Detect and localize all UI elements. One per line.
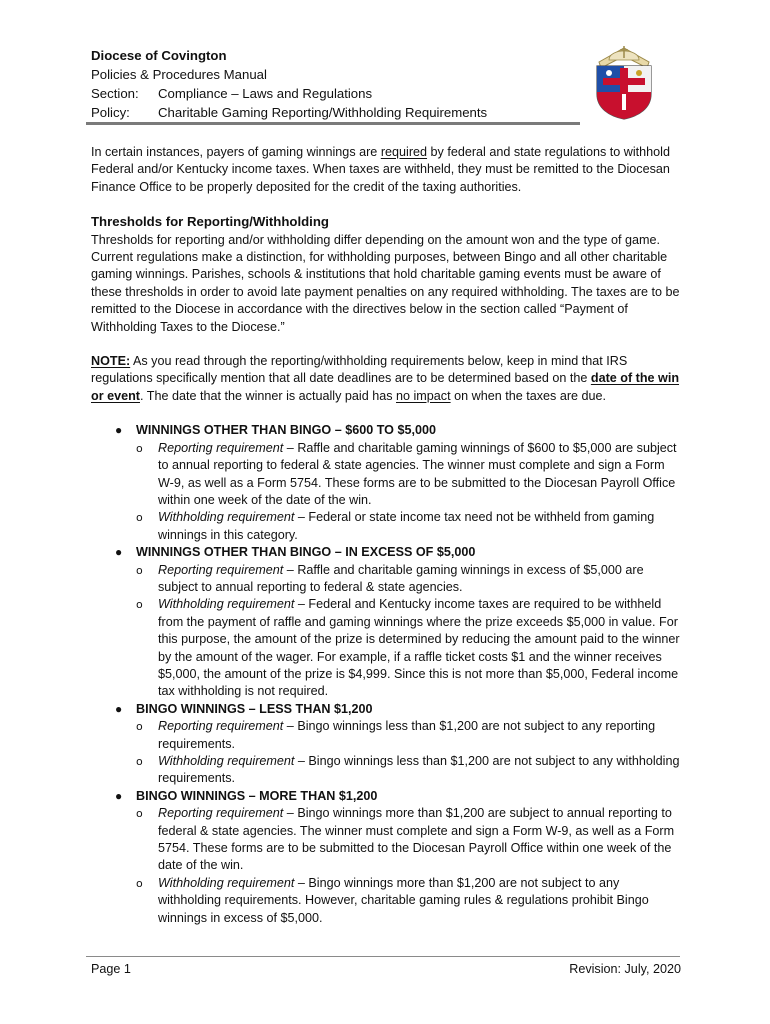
section-title: WINNINGS OTHER THAN BINGO – $600 TO $5,000 [136,423,436,438]
bullet-icon: ● [115,788,123,803]
header-divider [86,122,580,125]
bullet-icon: ● [115,423,123,438]
thresholds-heading: Thresholds for Reporting/Withholding [91,214,329,230]
footer-divider [86,956,680,957]
requirements-section [91,788,681,927]
section-title: BINGO WINNINGS – MORE THAN $1,200 [136,788,378,803]
bullet-icon: ● [115,701,123,716]
manual-title: Policies & Procedures Manual [91,67,267,82]
list-item: o Reporting requirement – Bingo winnings less than $1,200 are not subject to any reporting requirements. [136,719,656,751]
section-title: BINGO WINNINGS – LESS THAN $1,200 [136,701,373,716]
list-item: o Withholding requirement – Federal or state income tax need not be withheld from gaming winnings in this category. [136,510,655,542]
section-value: Compliance – Laws and Regulations [158,86,373,101]
policy-value: Charitable Gaming Reporting/Withholding Requirements [158,105,488,120]
intro-emphasis: required [380,145,428,159]
intro-paragraph: In certain instances, payers of gaming winnings are required by federal and state regulations to withhold Federal and/or Kentucky income taxes. When taxes are withheld, they must be remitted to the Diocesan Finance Office to be properly deposited for the credit of the taxing authorities. [91,145,670,194]
circle-bullet-icon: o [136,807,143,821]
section-row [91,84,581,103]
list-item: o Withholding requirement – Federal and Kentucky income taxes are required to be withheld from the payment of raffle and gaming winnings where the prize exceeds $5,000 in value. For this purpose, the amount of the prize is determined by reducing the amount paid to the winner by the amount of the wager. For example, if a raffle ticket costs $1 and the winner receives $5,000, the amount of the prize is $4,999. Since this is not more than $5,000, Federal income tax withholding is not required. [136,597,680,699]
requirements-section [91,544,681,701]
thresholds-paragraph: Thresholds for reporting and/or withholding differ depending on the amount won and the type of game. Current regulations make a distinction, for withholding purposes, between Bingo and all other charitable gaming winnings. Parishes, schools & institutions that hold charitable gaming events must be aware of these thresholds in order to avoid late payment penalties on any required withholding. The taxes are to be remitted to the Diocese in accordance with the directives below in the section called “Payment of Withholding Taxes to the Diocese.” [91,232,680,334]
circle-bullet-icon: o [136,563,143,577]
requirements-section [91,701,681,788]
policy-row [91,103,581,122]
requirements-list [91,422,681,927]
list-item: o Reporting requirement – Bingo winnings more than $1,200 are subject to annual reporting to federal & state agencies. The winner must complete and sign a Form W-9, as well as a Form 5754. These forms are to be submitted to the Diocesan Payroll Office within one week of the date of the win. [136,806,675,873]
note-label: NOTE: [91,354,131,369]
diocese-crest-logo [589,44,659,120]
note-paragraph: NOTE: As you read through the reporting/withholding requirements below, keep in mind that IRS regulations specifically mention that all date deadlines are to be determined based on the date of the win or event. The date that the winner is actually paid has no impact on when the taxes are due. [91,354,680,403]
circle-bullet-icon: o [136,720,143,734]
revision-date: Revision: July, 2020 [569,962,681,976]
circle-bullet-icon: o [136,876,143,890]
circle-bullet-icon: o [136,598,143,612]
bullet-icon: ● [115,545,123,560]
org-title: Diocese of Covington [91,48,227,63]
page-footer [91,962,681,976]
document-header [91,46,581,122]
section-label: Section: [91,86,139,101]
page-number: Page 1 [91,962,131,976]
section-title: WINNINGS OTHER THAN BINGO – IN EXCESS OF $5,000 [136,545,476,560]
policy-label: Policy: [91,105,130,120]
list-item: o Reporting requirement – Raffle and charitable gaming winnings in excess of $5,000 are subject to annual reporting to federal & state agencies. [136,562,644,594]
circle-bullet-icon: o [136,755,143,768]
circle-bullet-icon: o [136,511,143,525]
requirements-section [91,422,681,544]
list-item: o Reporting requirement – Raffle and charitable gaming winnings of $600 to $5,000 are subject to annual reporting to federal & state agencies. The winner must complete and sign a Form W-9, as well as a Form 5754. These forms are to be submitted to the Diocesan Payroll Office within one week of the date of the win. [136,440,677,507]
list-item: o Withholding requirement – Bingo winnings more than $1,200 are not subject to any withholding requirements. However, charitable gaming rules & regulations prohibit Bingo winnings in excess of $5,000. [136,875,649,925]
document-body [91,144,681,927]
circle-bullet-icon: o [136,441,143,455]
list-item: o Withholding requirement – Bingo winnings less than $1,200 are not subject to any withholding requirements. [136,754,680,786]
